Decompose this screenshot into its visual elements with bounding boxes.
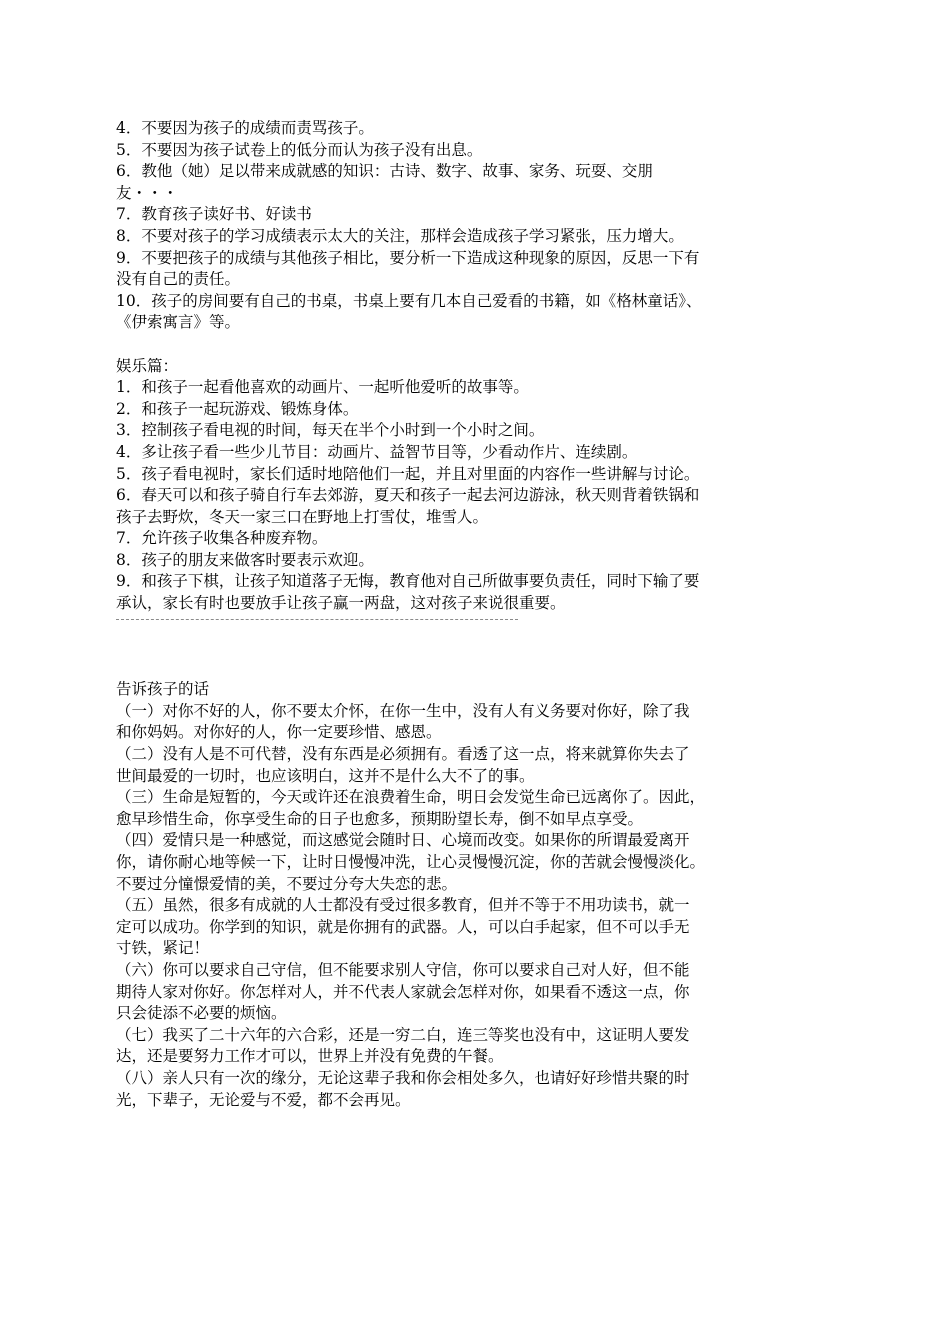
paragraph-line: （一）对你不好的人，你不要太介怀，在你一生中，没有人有义务要对你好，除了我 bbox=[116, 701, 690, 720]
list-item: 9．不要把孩子的成绩与其他孩子相比，要分析一下造成这种现象的原因，反思一下有 bbox=[116, 248, 700, 267]
list-item: 1．和孩子一起看他喜欢的动画片、一起听他爱听的故事等。 bbox=[116, 378, 529, 397]
paragraph-line: 你，请你耐心地等候一下，让时日慢慢冲洗，让心灵慢慢沉淀，你的苦就会慢慢淡化。 bbox=[116, 853, 706, 871]
list-item: 友・・・ bbox=[116, 183, 179, 202]
list-item: 9．和孩子下棋，让孩子知道落子无悔，教育他对自己所做事要负责任，同时下输了要 bbox=[116, 572, 700, 591]
section-heading: 娱乐篇： bbox=[116, 356, 179, 375]
list-item: 7．教育孩子读好书、好读书 bbox=[116, 205, 312, 224]
paragraph-line: （六）你可以要求自己守信，但不能要求别人守信，你可以要求自己对人好，但不能 bbox=[116, 960, 690, 979]
list-item: 5．孩子看电视时，家长们适时地陪他们一起，并且对里面的内容作一些讲解与讨论。 bbox=[116, 464, 700, 483]
paragraph-line: 期待人家对你好。你怎样对人，并不代表人家就会怎样对你，如果看不透这一点，你 bbox=[116, 982, 690, 1001]
paragraph-line: 定可以成功。你学到的知识，就是你拥有的武器。人，可以白手起家，但不可以手无 bbox=[116, 917, 690, 936]
list-item: 承认，家长有时也要放手让孩子赢一两盘，这对孩子来说很重要。 bbox=[116, 594, 566, 613]
paragraph-line: 愈早珍惜生命，你享受生命的日子也愈多，预期盼望长寿，倒不如早点享受。 bbox=[116, 809, 644, 828]
list-item: 4．多让孩子看一些少儿节目：动画片、益智节目等，少看动作片、连续剧。 bbox=[116, 442, 638, 461]
list-item: 7．允许孩子收集各种废弃物。 bbox=[116, 529, 328, 548]
list-item: 5．不要因为孩子试卷上的低分而认为孩子没有出息。 bbox=[116, 140, 483, 159]
document-page bbox=[116, 118, 840, 1111]
list-item: 3．控制孩子看电视的时间，每天在半个小时到一个小时之间。 bbox=[116, 421, 545, 440]
paragraph-line: 世间最爱的一切时，也应该明白，这并不是什么大不了的事。 bbox=[116, 766, 535, 785]
list-item: 《伊索寓言》等。 bbox=[116, 313, 241, 332]
section-divider bbox=[116, 615, 840, 637]
paragraph-line: 不要过分憧憬爱情的美，不要过分夸大失恋的悲。 bbox=[116, 874, 458, 893]
list-item: 6．教他（她）足以带来成就感的知识：古诗、数字、故事、家务、玩耍、交朋 bbox=[116, 162, 653, 181]
study-tips-list bbox=[116, 118, 840, 334]
list-item: 4．不要因为孩子的成绩而责骂孩子。 bbox=[116, 119, 374, 137]
list-item: 8．不要对孩子的学习成绩表示太大的关注，那样会造成孩子学习紧张，压力增大。 bbox=[116, 226, 684, 245]
list-item: 孩子去野炊，冬天一家三口在野地上打雪仗，堆雪人。 bbox=[116, 507, 489, 526]
paragraph-line: 寸铁，紧记！ bbox=[116, 939, 210, 958]
paragraph-line: 光，下辈子，无论爱与不爱，都不会再见。 bbox=[116, 1090, 411, 1109]
paragraph-line: （三）生命是短暂的，今天或许还在浪费着生命，明日会发觉生命已远离你了。因此， bbox=[116, 788, 706, 807]
paragraph-line: 只会徒添不必要的烦恼。 bbox=[116, 1004, 287, 1023]
list-item: 6．春天可以和孩子骑自行车去郊游，夏天和孩子一起去河边游泳，秋天则背着铁锅和 bbox=[116, 486, 700, 505]
paragraph-line: （八）亲人只有一次的缘分，无论这辈子我和你会相处多久，也请好好珍惜共聚的时 bbox=[116, 1068, 690, 1087]
list-item: 8．孩子的朋友来做客时要表示欢迎。 bbox=[116, 550, 374, 569]
dashed-rule bbox=[116, 619, 518, 620]
blank-gap bbox=[116, 636, 840, 679]
blank-line bbox=[116, 334, 840, 356]
list-item: 10．孩子的房间要有自己的书桌，书桌上要有几本自己爱看的书籍，如《格林童话》、 bbox=[116, 291, 702, 310]
paragraph-line: （五）虽然，很多有成就的人士都没有受过很多教育，但并不等于不用功读书，就一 bbox=[116, 896, 690, 915]
list-item: 2．和孩子一起玩游戏、锻炼身体。 bbox=[116, 399, 359, 418]
paragraph-line: 达，还是要努力工作才可以，世界上并没有免费的午餐。 bbox=[116, 1047, 504, 1066]
section-heading: 告诉孩子的话 bbox=[116, 680, 210, 699]
paragraph-line: 和你妈妈。对你好的人，你一定要珍惜、感恩。 bbox=[116, 723, 442, 742]
entertainment-section bbox=[116, 356, 840, 615]
paragraph-line: （二）没有人是不可代替，没有东西是必须拥有。看透了这一点，将来就算你失去了 bbox=[116, 745, 690, 764]
tell-child-section bbox=[116, 679, 840, 1111]
paragraph-line: （四）爱情只是一种感觉，而这感觉会随时日、心境而改变。如果你的所谓最爱离开 bbox=[116, 831, 690, 850]
paragraph-line: （七）我买了二十六年的六合彩，还是一穷二白，连三等奖也没有中，这证明人要发 bbox=[116, 1025, 690, 1044]
list-item: 没有自己的责任。 bbox=[116, 270, 241, 289]
